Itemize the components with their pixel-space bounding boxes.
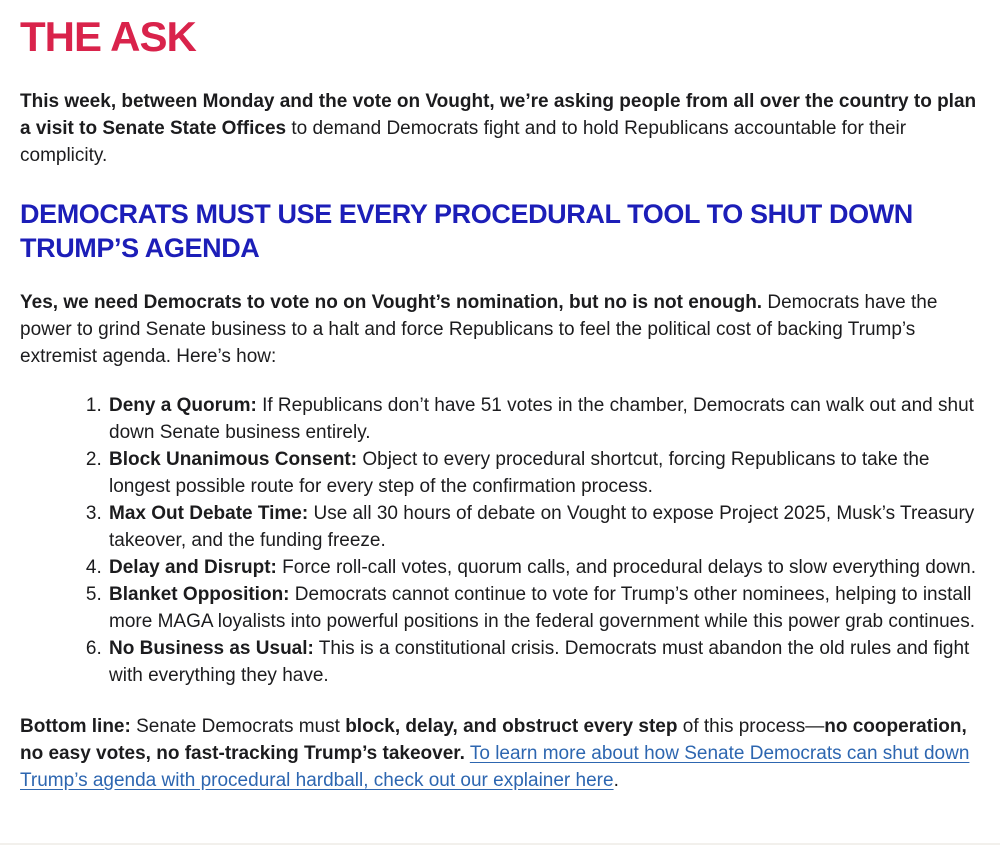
section-heading-procedural-tools: DEMOCRATS MUST USE EVERY PROCEDURAL TOOL TO SHUT DOWN TRUMP’S AGENDA (20, 199, 913, 263)
tactic-body: Force roll-call votes, quorum calls, and procedural delays to slow everything down. (276, 557, 976, 578)
tactic-lead: No Business as Usual: (109, 638, 314, 659)
strategy-paragraph (20, 289, 978, 370)
tactics-list (20, 392, 978, 689)
bottom-line-paragraph (20, 713, 978, 794)
tactic-lead: Blanket Opposition: (109, 584, 290, 605)
intro-paragraph (20, 88, 978, 169)
text-run: to demand Democrats fight and to hold Republicans accountable for their complicity. (20, 118, 907, 166)
tactic-lead: Deny a Quorum: (109, 395, 257, 416)
text-run: of this process— (677, 716, 825, 737)
text-run: . (613, 770, 619, 791)
bold-text-run: no cooperation, no easy votes, no fast-tracking Trump’s takeover. (20, 716, 967, 764)
text-run: Senate Democrats must (130, 716, 346, 737)
list-item-no-business-as-usual (107, 635, 978, 689)
explainer-link[interactable]: To learn more about how Senate Democrats can shut down Trump’s agenda with procedural hardball, check out our explainer here (20, 743, 970, 791)
section-divider (0, 843, 1000, 845)
list-item-block-unanimous-consent (107, 446, 978, 500)
tactic-body: This is a constitutional crisis. Democrats must abandon the old rules and fight with everything they have. (109, 638, 970, 686)
bold-text-run: Yes, we need Democrats to vote no on Vought’s nomination, but no is not enough. (20, 292, 763, 313)
page-title-the-ask: THE ASK (20, 13, 196, 60)
list-item-max-out-debate-time (107, 500, 978, 554)
list-item-blanket-opposition (107, 581, 978, 635)
list-item-deny-a-quorum (107, 392, 978, 446)
tactic-body: Democrats cannot continue to vote for Trump’s other nominees, helping to install more MAGA loyalists into powerful positions in the federal government while this power grab continues. (109, 584, 975, 632)
tactic-body: If Republicans don’t have 51 votes in the chamber, Democrats can walk out and shut down Senate business entirely. (109, 395, 974, 443)
bold-text-run: block, delay, and obstruct every step (345, 716, 678, 737)
tactic-lead: Max Out Debate Time: (109, 503, 309, 524)
tactic-lead: Delay and Disrupt: (109, 557, 277, 578)
tactic-body: Object to every procedural shortcut, forcing Republicans to take the longest possible route for every step of the confirmation process. (109, 449, 930, 497)
text-run: Democrats have the power to grind Senate business to a halt and force Republicans to feel the political cost of backing Trump’s extremist agenda. Here’s how: (20, 292, 938, 367)
bold-text-run: This week, between Monday and the vote on Vought, we’re asking people from all over the country to plan a visit to Senate State Offices (20, 91, 977, 139)
tactic-body: Use all 30 hours of debate on Vought to expose Project 2025, Musk’s Treasury takeover, and the funding freeze. (109, 503, 975, 551)
bold-text-run: Bottom line: (20, 716, 131, 737)
list-item-delay-and-disrupt (107, 554, 978, 581)
tactic-lead: Block Unanimous Consent: (109, 449, 358, 470)
